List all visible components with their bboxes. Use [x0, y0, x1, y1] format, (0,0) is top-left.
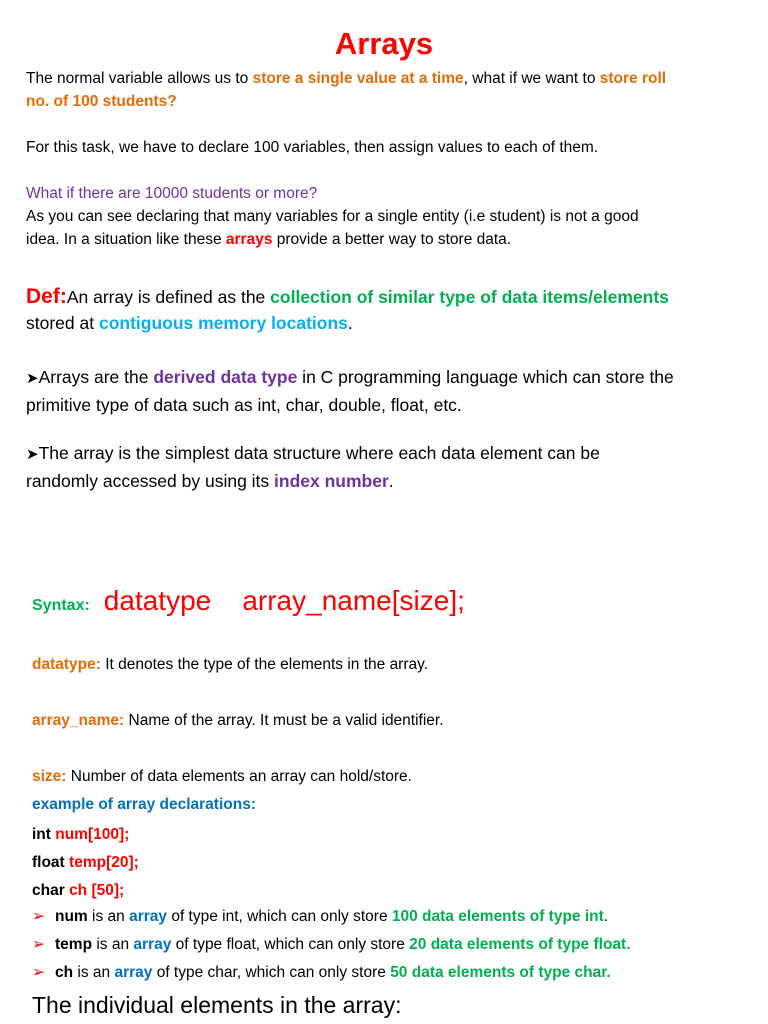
- task-text: For this task, we have to declare 100 variables, then assign values to each of them.: [26, 139, 599, 156]
- def-label: Def:: [26, 285, 67, 308]
- explanation-item: ➢ ch is an array of type char, which can only store 50 data elements of type char.: [32, 964, 611, 981]
- intro-line-1: The normal variable allows us to store a single value at a time, what if we want to store roll: [26, 70, 667, 87]
- explanation-item: ➢ num is an array of type int, which can only store 100 data elements of type int.: [32, 908, 609, 925]
- param-array-name: array_name: Name of the array. It must be a valid identifier.: [32, 712, 444, 729]
- declaration-line: char ch [50];: [32, 882, 125, 899]
- explanation-item: ➢ temp is an array of type float, which can only store 20 data elements of type float.: [32, 936, 631, 953]
- definition-line-2: stored at contiguous memory locations.: [26, 313, 353, 333]
- bullet-index-access: ➤The array is the simplest data structure where each data element can be randomly accessed by using its index number.: [26, 443, 600, 491]
- chevron-bullet-icon: ➢: [32, 908, 45, 925]
- page-title: Arrays: [334, 26, 434, 61]
- definition-line-1: Def:An array is defined as the collection of similar type of data items/elements: [26, 285, 669, 308]
- chevron-bullet-icon: ➢: [32, 936, 45, 953]
- intro-paragraph: [26, 67, 756, 113]
- example-heading: example of array declarations:: [32, 796, 256, 813]
- syntax-code: datatype array_name[size];: [103, 585, 465, 616]
- declaration-line: float temp[20];: [32, 854, 139, 871]
- param-size: size: Number of data elements an array can hold/store.: [32, 768, 412, 785]
- syntax-label: Syntax:: [32, 597, 90, 614]
- explanation-line-2: idea. In a situation like these arrays provide a better way to store data.: [26, 231, 512, 248]
- bullet-derived-type: ➤Arrays are the derived data type in C programming language which can store the primitive type of data such as int, char, double, float, etc.: [26, 367, 674, 415]
- arrow-bullet-icon: ➤: [26, 370, 39, 387]
- question-text: What if there are 10000 students or more?: [26, 185, 318, 202]
- declaration-line: int num[100];: [32, 826, 130, 843]
- syntax-line: [32, 585, 752, 617]
- explanations-list: [32, 903, 762, 987]
- arrow-bullet-icon: ➤: [26, 446, 39, 463]
- explanation-line-1: As you can see declaring that many variables for a single entity (i.e student) is not a good: [26, 208, 639, 225]
- explanation-paragraph: [26, 205, 766, 251]
- intro-line-2: no. of 100 students?: [26, 93, 177, 110]
- param-datatype: datatype: It denotes the type of the elements in the array.: [32, 656, 429, 673]
- footer-heading: The individual elements in the array:: [32, 992, 402, 1018]
- chevron-bullet-icon: ➢: [32, 964, 45, 981]
- declarations-list: [32, 821, 752, 905]
- definition: [26, 284, 766, 336]
